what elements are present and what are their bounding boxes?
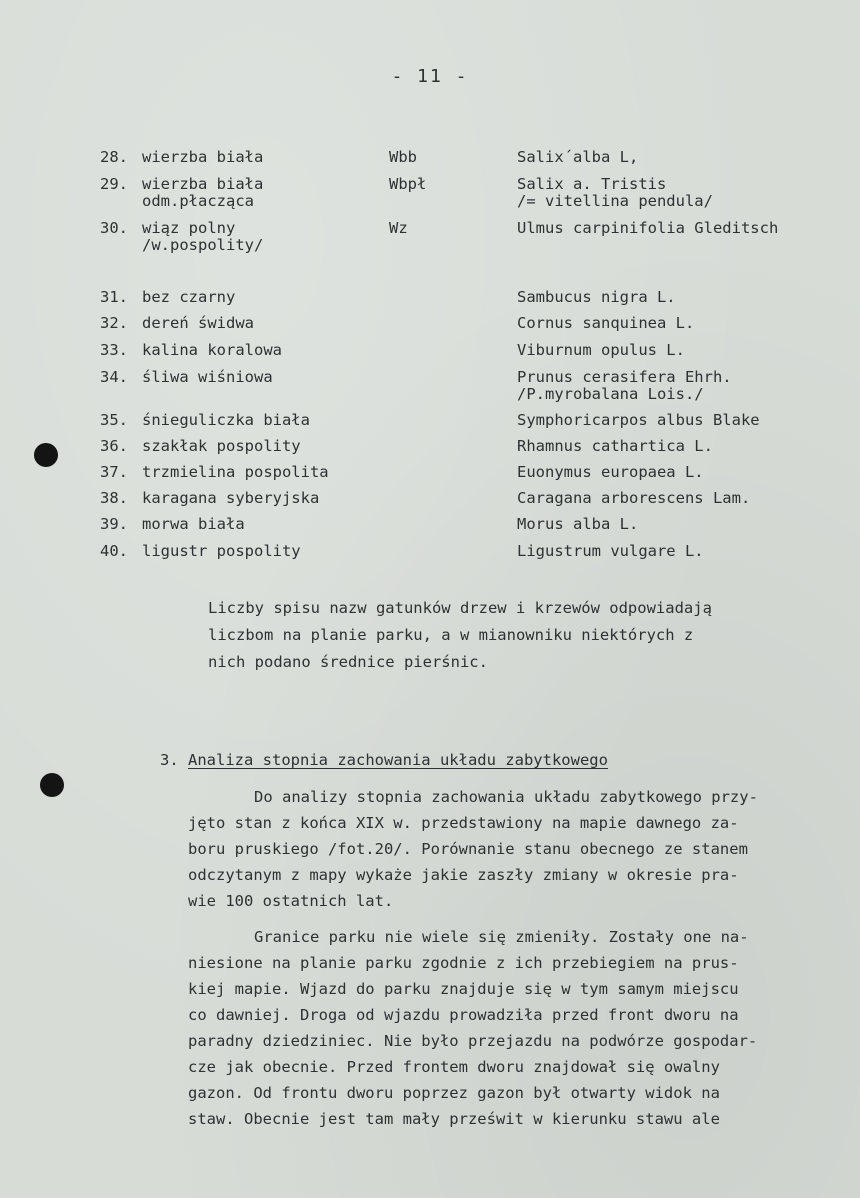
species-latin-name: Symphoricarpos albus Blake	[517, 411, 760, 429]
page-number: - 11 -	[391, 66, 469, 87]
species-latin-name: Cornus sanquinea L.	[517, 314, 695, 332]
species-latin-name: Ulmus carpinifolia Gleditsch	[517, 219, 779, 237]
species-list-note	[208, 595, 828, 676]
species-latin-name: Prunus cerasifera Ehrh. /P.myrobalana Lois./	[517, 368, 732, 403]
section-number: 3.	[160, 751, 179, 769]
paragraph-line: co dawniej. Droga od wjazdu prowadziła przed front dworu na	[188, 1006, 739, 1024]
species-abbreviation: Wz	[389, 219, 408, 237]
species-number: 37.	[100, 463, 128, 481]
species-latin-name: Salix a. Tristis /= vitellina pendula/	[517, 175, 713, 210]
species-polish-name: śliwa wiśniowa	[142, 368, 273, 386]
note-line: liczbom na planie parku, a w mianowniku niektórych z	[208, 626, 694, 644]
paragraph-line: staw. Obecnie jest tam mały prześwit w kierunku stawu ale	[188, 1110, 720, 1128]
species-polish-name: trzmielina pospolita	[142, 463, 329, 481]
species-latin-name: Morus alba L.	[517, 515, 639, 533]
species-latin-name: Viburnum opulus L.	[517, 341, 685, 359]
species-number: 39.	[100, 515, 128, 533]
species-polish-name: wiąz polny /w.pospolity/	[142, 219, 264, 254]
species-polish-name: wierzba biała odm.płacząca	[142, 175, 264, 210]
note-line: nich podano średnice pierśnic.	[208, 653, 488, 671]
species-number: 29.	[100, 175, 128, 193]
punch-hole	[34, 443, 58, 467]
species-polish-name: kalina koralowa	[142, 341, 282, 359]
species-number: 40.	[100, 542, 128, 560]
paragraph-line: kiej mapie. Wjazd do parku znajduje się w tym samym miejscu	[188, 980, 739, 998]
paragraph-line: boru pruskiego /fot.20/. Porównanie stanu obecnego ze stanem	[188, 840, 748, 858]
paragraph-line: gazon. Od frontu dworu poprzez gazon był otwarty widok na	[188, 1084, 720, 1102]
species-polish-name: szakłak pospolity	[142, 437, 301, 455]
species-latin-name: Salix´alba L,	[517, 148, 639, 166]
section-heading	[160, 752, 760, 769]
species-polish-name: wierzba biała	[142, 148, 264, 166]
species-polish-name: śnieguliczka biała	[142, 411, 310, 429]
species-latin-name: Rhamnus cathartica L.	[517, 437, 713, 455]
paragraph-line: odczytanym z mapy wykaże jakie zaszły zmiany w okresie pra-	[188, 866, 739, 884]
species-polish-name: ligustr pospolity	[142, 542, 301, 560]
paragraph-line: cze jak obecnie. Przed frontem dworu znajdował się owalny	[188, 1058, 720, 1076]
species-number: 33.	[100, 341, 128, 359]
punch-hole	[40, 773, 64, 797]
species-list	[0, 0, 860, 580]
species-number: 35.	[100, 411, 128, 429]
species-abbreviation: Wbpł	[389, 175, 427, 193]
paragraph-line: jęto stan z końca XIX w. przedstawiony na mapie dawnego za-	[188, 814, 739, 832]
species-polish-name: karagana syberyjska	[142, 489, 320, 507]
species-number: 38.	[100, 489, 128, 507]
paragraph-line: wie 100 ostatnich lat.	[188, 892, 394, 910]
species-abbreviation: Wbb	[389, 148, 417, 166]
species-latin-name: Caragana arborescens Lam.	[517, 489, 751, 507]
species-number: 34.	[100, 368, 128, 386]
species-latin-name: Euonymus europaea L.	[517, 463, 704, 481]
note-line: Liczby spisu nazw gatunków drzew i krzewów odpowiadają	[208, 599, 712, 617]
paragraph-line: Do analizy stopnia zachowania układu zabytkowego przy-	[254, 788, 758, 806]
species-polish-name: bez czarny	[142, 288, 236, 306]
paragraph-line: paradny dziedziniec. Nie było przejazdu na podwórze gospodar-	[188, 1032, 758, 1050]
section-title: Analiza stopnia zachowania układu zabytkowego	[188, 751, 608, 769]
paragraph-line: niesione na planie parku zgodnie z ich przebiegiem na prus-	[188, 954, 739, 972]
species-polish-name: dereń świdwa	[142, 314, 254, 332]
species-latin-name: Sambucus nigra L.	[517, 288, 676, 306]
species-number: 28.	[100, 148, 128, 166]
species-number: 36.	[100, 437, 128, 455]
species-polish-name: morwa biała	[142, 515, 245, 533]
species-number: 30.	[100, 219, 128, 237]
paragraph-line: Granice parku nie wiele się zmieniły. Zostały one na-	[254, 928, 749, 946]
species-number: 31.	[100, 288, 128, 306]
species-number: 32.	[100, 314, 128, 332]
species-latin-name: Ligustrum vulgare L.	[517, 542, 704, 560]
